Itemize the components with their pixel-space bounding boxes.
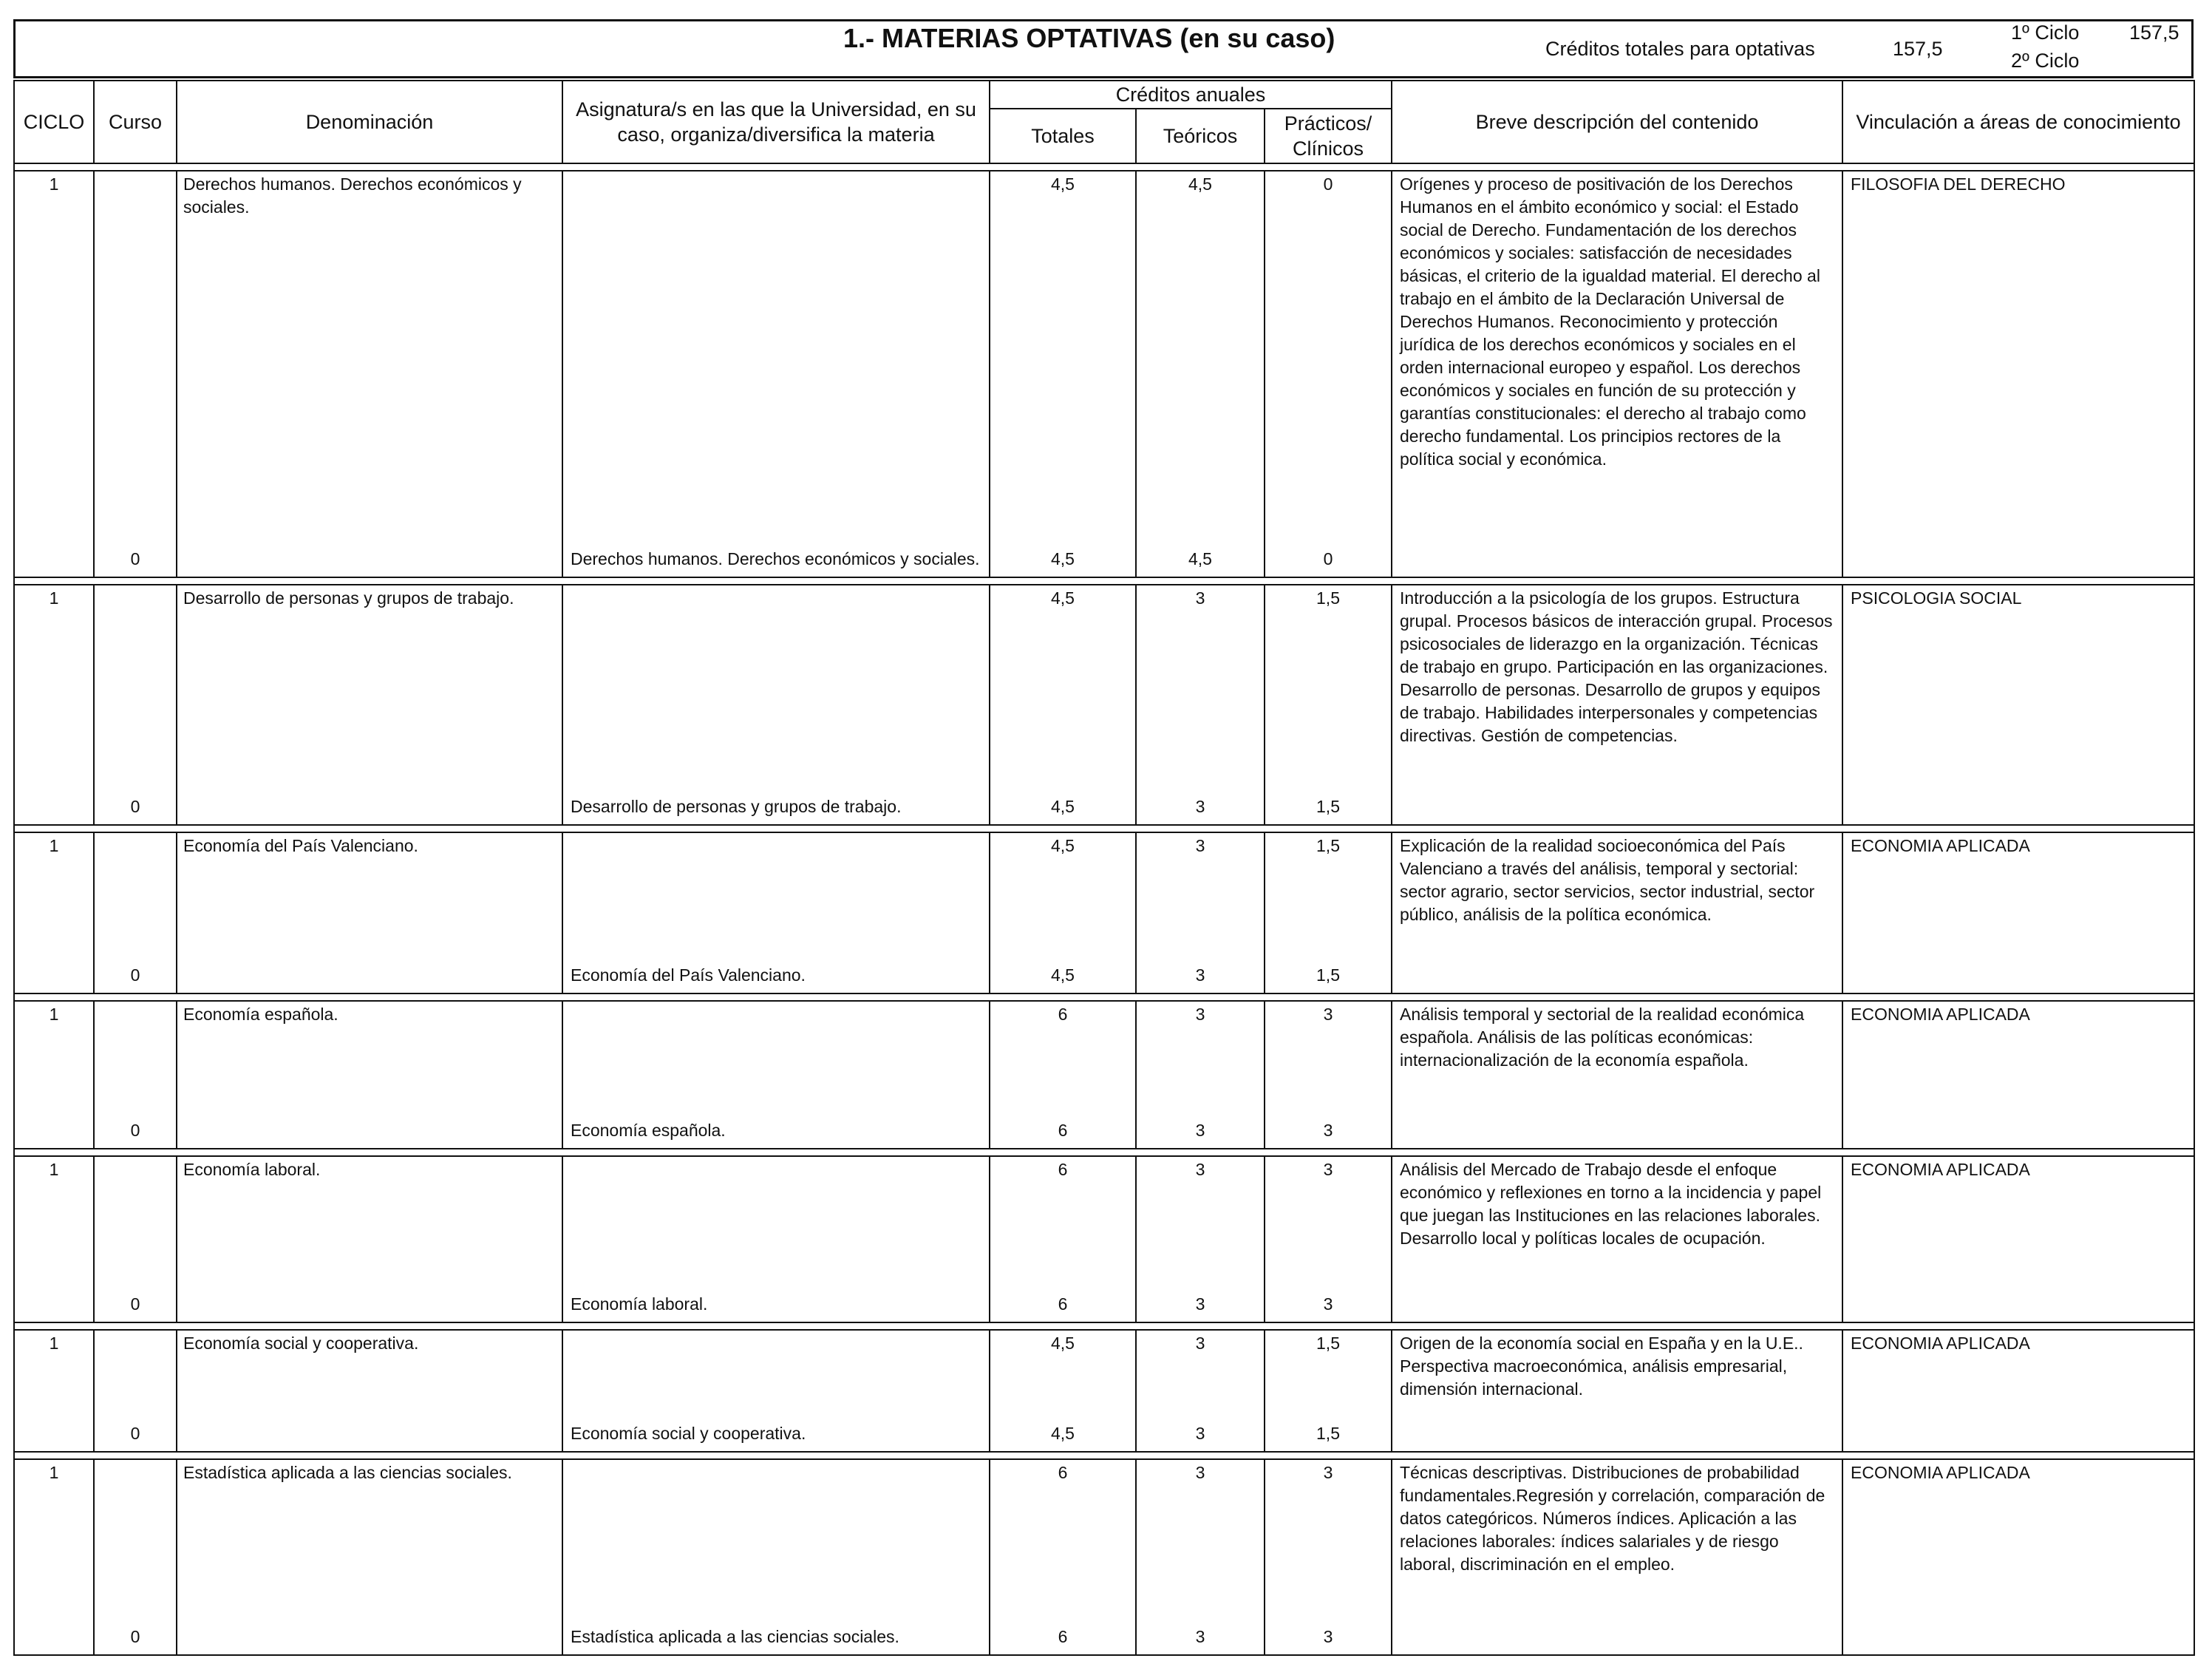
ciclo-value: 1 — [49, 1334, 59, 1353]
row-separator — [14, 825, 2194, 832]
area-text: ECONOMIA APLICADA — [1851, 1463, 2030, 1482]
sub-totales-value: 4,5 — [1051, 1424, 1075, 1443]
sub-practicos-value: 3 — [1323, 1294, 1333, 1314]
asignatura-text: Estadística aplicada a las ciencias sociales. — [571, 1627, 899, 1646]
row-separator-cell — [14, 1322, 2194, 1330]
descripcion-text: Origen de la economía social en España y en la U.E.. Perspectiva macroeconómica, análisis empresarial, dimensión internacional. — [1400, 1334, 1803, 1399]
denominacion-text: Desarrollo de personas y grupos de trabajo. — [183, 588, 514, 608]
teoricos-cell — [1136, 585, 1265, 825]
totales-cell — [990, 832, 1136, 993]
practicos-cell — [1265, 1459, 1392, 1655]
denominacion-text: Economía del País Valenciano. — [183, 836, 418, 855]
practicos-cell — [1265, 1156, 1392, 1322]
ciclo-value: 1 — [49, 836, 59, 855]
sub-teoricos-value: 3 — [1195, 965, 1205, 985]
sub-practicos-value: 3 — [1323, 1627, 1333, 1646]
denominacion-text: Estadística aplicada a las ciencias sociales. — [183, 1463, 512, 1482]
curso-value: 0 — [130, 1121, 140, 1140]
denominacion-text: Economía española. — [183, 1005, 338, 1024]
table-row — [14, 1459, 2194, 1655]
row-separator — [14, 1149, 2194, 1156]
descripcion-text: Técnicas descriptivas. Distribuciones de probabilidad fundamentales.Regresión y correlación, comparación de datos categóricos. Números índices. Aplicación a las relaciones laborales: índices salariales y de riesgo laboral, discriminación en el empleo. — [1400, 1463, 1825, 1574]
totales-value: 4,5 — [1051, 588, 1075, 608]
totales-cell — [990, 1330, 1136, 1452]
teoricos-value: 3 — [1195, 836, 1205, 855]
sub-totales-value: 4,5 — [1051, 797, 1075, 816]
ciclo-cell — [14, 171, 94, 577]
totales-value: 6 — [1058, 1463, 1068, 1482]
row-separator-cell — [14, 825, 2194, 832]
col-header-teoricos: Teóricos — [1136, 109, 1265, 163]
totales-cell — [990, 1001, 1136, 1149]
denominacion-cell — [177, 171, 562, 577]
descripcion-cell — [1392, 585, 1842, 825]
area-text: ECONOMIA APLICADA — [1851, 1005, 2030, 1024]
teoricos-cell — [1136, 1156, 1265, 1322]
ciclo1-label: 1º Ciclo — [2011, 21, 2080, 44]
asignatura-cell — [562, 832, 990, 993]
practicos-cell — [1265, 832, 1392, 993]
col-header-curso: Curso — [94, 81, 177, 163]
col-header-ciclo: CICLO — [14, 81, 94, 163]
ciclo1-value: 157,5 — [2129, 21, 2179, 44]
row-separator-cell — [14, 577, 2194, 585]
sub-teoricos-value: 4,5 — [1188, 549, 1212, 568]
descripcion-cell — [1392, 832, 1842, 993]
asignatura-cell — [562, 1330, 990, 1452]
curso-cell — [94, 1156, 177, 1322]
descripcion-text: Análisis temporal y sectorial de la realidad económica española. Análisis de las políticas económicas: internacionalización de la economía española. — [1400, 1005, 1805, 1070]
sub-practicos-value: 1,5 — [1316, 797, 1340, 816]
descripcion-text: Orígenes y proceso de positivación de los Derechos Humanos en el ámbito económico y social: el Estado social de Derecho. Fundamentación de los derechos económicos y sociales: satisfacción de necesidades básicas, el criterio de la igualdad material. El derecho al trabajo en el ámbito de la Declaración Universal de Derechos Humanos. Reconocimiento y protección jurídica de los derechos económicos y sociales en el orden internacional europeo y español. Los derechos económicos y sociales en función de su protección y garantías constitucionales: el derecho al trabajo como derecho fundamental. Los principios rectores de la política social y económica. — [1400, 174, 1820, 469]
table-body — [14, 163, 2194, 1655]
col-header-totales: Totales — [990, 109, 1136, 163]
ciclo2-label: 2º Ciclo — [2011, 50, 2080, 72]
teoricos-cell — [1136, 832, 1265, 993]
table-row — [14, 832, 2194, 993]
area-cell — [1842, 1459, 2194, 1655]
descripcion-cell — [1392, 1330, 1842, 1452]
asignatura-cell — [562, 585, 990, 825]
credits-total: 157,5 — [1893, 38, 1943, 60]
denominacion-text: Economía social y cooperativa. — [183, 1334, 419, 1353]
sub-practicos-value: 1,5 — [1316, 1424, 1340, 1443]
denominacion-text: Derechos humanos. Derechos económicos y sociales. — [183, 174, 522, 217]
totales-value: 4,5 — [1051, 1334, 1075, 1353]
table-row — [14, 1156, 2194, 1322]
curso-value: 0 — [130, 965, 140, 985]
col-header-vinculacion: Vinculación a áreas de conocimiento — [1842, 81, 2194, 163]
practicos-cell — [1265, 1001, 1392, 1149]
area-cell — [1842, 171, 2194, 577]
sub-teoricos-value: 3 — [1195, 1121, 1205, 1140]
row-separator — [14, 1452, 2194, 1459]
sub-totales-value: 6 — [1058, 1294, 1068, 1314]
curso-cell — [94, 585, 177, 825]
row-separator-cell — [14, 1149, 2194, 1156]
curso-value: 0 — [130, 549, 140, 568]
asignatura-text: Desarrollo de personas y grupos de trabajo. — [571, 797, 902, 816]
col-header-denominacion: Denominación — [177, 81, 562, 163]
asignatura-text: Derechos humanos. Derechos económicos y sociales. — [571, 549, 980, 568]
asignatura-text: Economía laboral. — [571, 1294, 708, 1314]
sub-practicos-value: 1,5 — [1316, 965, 1340, 985]
col-header-descripcion: Breve descripción del contenido — [1392, 81, 1842, 163]
area-text: PSICOLOGIA SOCIAL — [1851, 588, 2022, 608]
row-separator-cell — [14, 993, 2194, 1001]
teoricos-cell — [1136, 1330, 1265, 1452]
practicos-value: 3 — [1323, 1005, 1333, 1024]
asignatura-text: Economía social y cooperativa. — [571, 1424, 806, 1443]
denominacion-cell — [177, 585, 562, 825]
practicos-value: 1,5 — [1316, 588, 1340, 608]
practicos-value: 3 — [1323, 1160, 1333, 1179]
sub-totales-value: 6 — [1058, 1121, 1068, 1140]
totales-cell — [990, 585, 1136, 825]
area-text: FILOSOFIA DEL DERECHO — [1851, 174, 2066, 194]
teoricos-value: 3 — [1195, 1160, 1205, 1179]
ciclo-cell — [14, 1459, 94, 1655]
sub-practicos-value: 3 — [1323, 1121, 1333, 1140]
teoricos-value: 3 — [1195, 1005, 1205, 1024]
table-row — [14, 585, 2194, 825]
materias-table — [13, 80, 2195, 1656]
row-separator-cell — [14, 1452, 2194, 1459]
sub-teoricos-value: 3 — [1195, 1627, 1205, 1646]
teoricos-value: 3 — [1195, 1463, 1205, 1482]
area-text: ECONOMIA APLICADA — [1851, 1160, 2030, 1179]
row-separator — [14, 1322, 2194, 1330]
area-cell — [1842, 585, 2194, 825]
ciclo-cell — [14, 1330, 94, 1452]
ciclo-cell — [14, 832, 94, 993]
totales-cell — [990, 1459, 1136, 1655]
practicos-value: 3 — [1323, 1463, 1333, 1482]
curso-value: 0 — [130, 1294, 140, 1314]
asignatura-text: Economía del País Valenciano. — [571, 965, 806, 985]
practicos-value: 1,5 — [1316, 1334, 1340, 1353]
sub-teoricos-value: 3 — [1195, 797, 1205, 816]
descripcion-cell — [1392, 1001, 1842, 1149]
col-header-practicos: Prácticos/ Clínicos — [1265, 109, 1392, 163]
area-cell — [1842, 1156, 2194, 1322]
curso-value: 0 — [130, 1627, 140, 1646]
ciclo-value: 1 — [49, 1463, 59, 1482]
curso-cell — [94, 171, 177, 577]
totales-value: 6 — [1058, 1160, 1068, 1179]
totales-value: 6 — [1058, 1005, 1068, 1024]
denominacion-cell — [177, 1459, 562, 1655]
practicos-cell — [1265, 171, 1392, 577]
teoricos-value: 3 — [1195, 1334, 1205, 1353]
asignatura-cell — [562, 1156, 990, 1322]
denominacion-cell — [177, 1001, 562, 1149]
ciclo-value: 1 — [49, 1005, 59, 1024]
totales-value: 4,5 — [1051, 174, 1075, 194]
table-row — [14, 1330, 2194, 1452]
denominacion-cell — [177, 1330, 562, 1452]
curso-cell — [94, 1001, 177, 1149]
curso-cell — [94, 1330, 177, 1452]
asignatura-cell — [562, 1001, 990, 1149]
teoricos-value: 3 — [1195, 588, 1205, 608]
ciclo-value: 1 — [49, 1160, 59, 1179]
descripcion-cell — [1392, 1156, 1842, 1322]
descripcion-text: Análisis del Mercado de Trabajo desde el enfoque económico y reflexiones en torno a la incidencia y papel que juegan las Instituciones en las relaciones laborales. Desarrollo local y políticas locales de ocupación. — [1400, 1160, 1822, 1248]
sub-totales-value: 4,5 — [1051, 965, 1075, 985]
practicos-cell — [1265, 585, 1392, 825]
row-separator-cell — [14, 163, 2194, 171]
descripcion-text: Introducción a la psicología de los grupos. Estructura grupal. Procesos básicos de interacción grupal. Procesos psicosociales de liderazgo en la organización. Técnicas de trabajo en grupo. Participación en las organizaciones. Desarrollo de personas. Desarrollo de grupos y equipos de trabajo. Habilidades interpersonales y competencias directivas. Gestión de competencias. — [1400, 588, 1833, 745]
page-title: 1.- MATERIAS OPTATIVAS (en su caso) — [843, 23, 1335, 53]
totales-cell — [990, 171, 1136, 577]
denominacion-cell — [177, 1156, 562, 1322]
asignatura-cell — [562, 171, 990, 577]
credits-label: Créditos totales para optativas — [1545, 38, 1815, 60]
ciclo-cell — [14, 585, 94, 825]
denominacion-cell — [177, 832, 562, 993]
practicos-value: 1,5 — [1316, 836, 1340, 855]
area-cell — [1842, 1330, 2194, 1452]
sub-practicos-value: 0 — [1323, 549, 1333, 568]
area-cell — [1842, 1001, 2194, 1149]
totales-value: 4,5 — [1051, 836, 1075, 855]
area-text: ECONOMIA APLICADA — [1851, 1334, 2030, 1353]
sub-totales-value: 4,5 — [1051, 549, 1075, 568]
teoricos-cell — [1136, 171, 1265, 577]
teoricos-cell — [1136, 1459, 1265, 1655]
curso-value: 0 — [130, 1424, 140, 1443]
row-separator — [14, 163, 2194, 171]
ciclo-cell — [14, 1001, 94, 1149]
asignatura-cell — [562, 1459, 990, 1655]
denominacion-text: Economía laboral. — [183, 1160, 321, 1179]
sub-teoricos-value: 3 — [1195, 1294, 1205, 1314]
sub-teoricos-value: 3 — [1195, 1424, 1205, 1443]
row-separator — [14, 577, 2194, 585]
practicos-cell — [1265, 1330, 1392, 1452]
descripcion-text: Explicación de la realidad socioeconómica del País Valenciano a través del análisis, temporal y sectorial: sector agrario, sector servicios, sector industrial, sector público, análisis de la política económica. — [1400, 836, 1815, 924]
title-box — [13, 19, 2194, 78]
row-separator — [14, 993, 2194, 1001]
curso-cell — [94, 1459, 177, 1655]
asignatura-text: Economía española. — [571, 1121, 726, 1140]
col-header-creditos-anuales: Créditos anuales — [990, 81, 1392, 109]
descripcion-cell — [1392, 1459, 1842, 1655]
teoricos-value: 4,5 — [1188, 174, 1212, 194]
sub-totales-value: 6 — [1058, 1627, 1068, 1646]
totales-cell — [990, 1156, 1136, 1322]
practicos-value: 0 — [1323, 174, 1333, 194]
teoricos-cell — [1136, 1001, 1265, 1149]
curso-value: 0 — [130, 797, 140, 816]
descripcion-cell — [1392, 171, 1842, 577]
area-text: ECONOMIA APLICADA — [1851, 836, 2030, 855]
table-row — [14, 1001, 2194, 1149]
ciclo-value: 1 — [49, 588, 59, 608]
area-cell — [1842, 832, 2194, 993]
ciclo-value: 1 — [49, 174, 59, 194]
curso-cell — [94, 832, 177, 993]
ciclo-cell — [14, 1156, 94, 1322]
col-header-asignatura: Asignatura/s en las que la Universidad, en su caso, organiza/diversifica la materia — [562, 81, 990, 163]
table-row — [14, 171, 2194, 577]
